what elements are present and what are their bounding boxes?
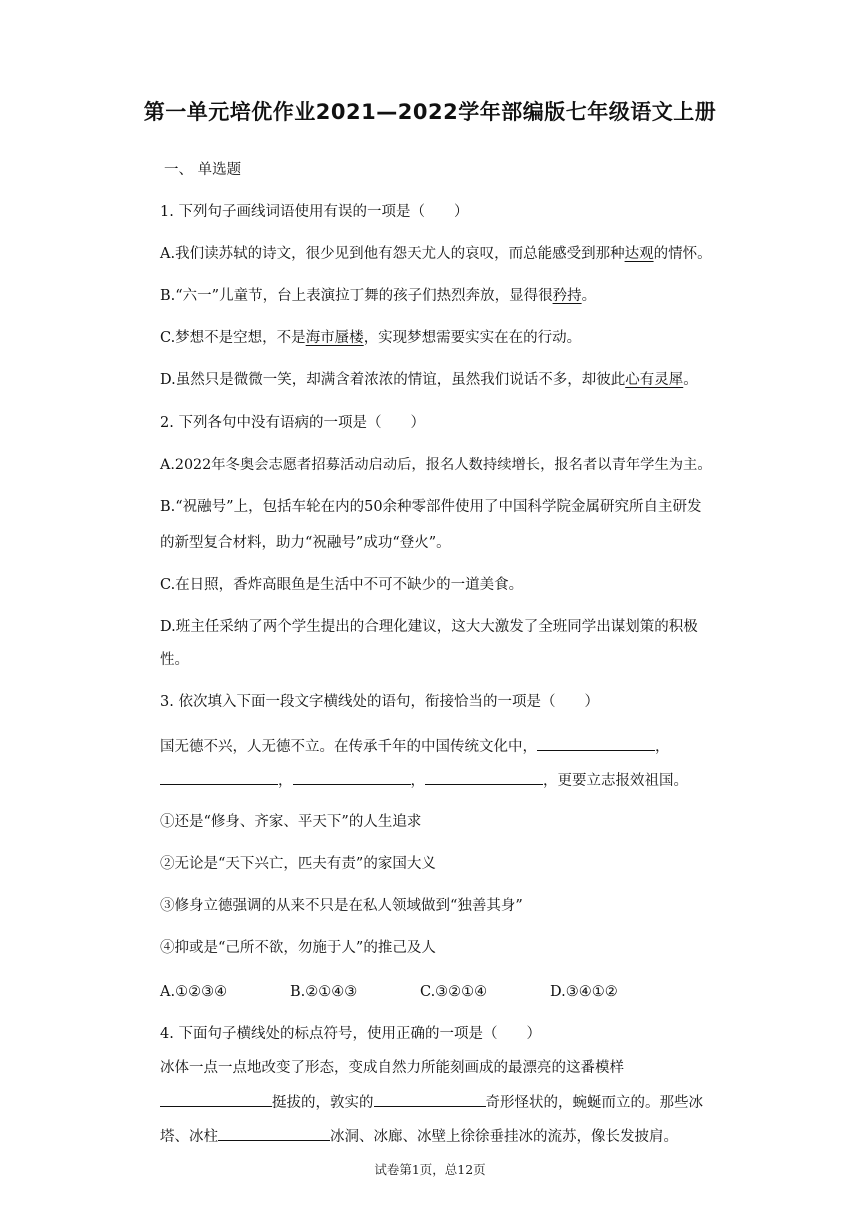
punctuation: ， (410, 773, 425, 789)
question-2-stem: 2. 下列各句中没有语病的一项是（ ） (160, 415, 425, 431)
question-3-item-4: ④抑或是“己所不欲，勿施于人”的推己及人 (160, 940, 436, 956)
passage-text: 冰洞、冰廊、冰壁上徐徐垂挂冰的流苏，像长发披肩。 (330, 1129, 678, 1145)
option-text: ，实现梦想需要实实在在的行动。 (363, 330, 582, 346)
question-3-item-3: ③修身立德强调的从来不只是在私人领域做到“独善其身” (160, 898, 523, 914)
passage-text: 奇形怪状的，蜿蜒而立的。那些冰 (485, 1095, 703, 1111)
question-3-stem: 3. 依次填入下面一段文字横线处的语句，衔接恰当的一项是（ ） (160, 694, 599, 710)
question-4-passage-line3 (160, 1126, 760, 1147)
question-1-stem: 1. 下列句子画线词语使用有误的一项是（ ） (160, 204, 469, 220)
passage-text: 挺拔的，敦实的 (272, 1095, 374, 1111)
answer-blank (425, 770, 543, 785)
answer-blank (160, 1092, 272, 1107)
question-1-option-a (160, 244, 760, 264)
answer-blank (293, 770, 411, 785)
question-3-option-a: A.①②③④ (160, 984, 228, 1000)
question-3-option-c: C.③②①④ (420, 984, 488, 1000)
punctuation: ， (655, 739, 670, 755)
answer-blank (160, 770, 278, 785)
question-2-option-a: A.2022年冬奥会志愿者招募活动启动后，报名人数持续增长，报名者以青年学生为主。 (160, 457, 712, 473)
passage-text: ，更要立志报效祖国。 (543, 773, 688, 789)
underlined-word: 达观 (624, 246, 654, 262)
question-2-option-b-line1: B.“祝融号”上，包括车轮在内的50余种零部件使用了中国科学院金属研究所自主研发 (160, 499, 702, 515)
page-footer: 试卷第1页，总12页 (374, 1162, 486, 1177)
question-1-option-b (160, 286, 760, 306)
question-4-stem: 4. 下面句子横线处的标点符号，使用正确的一项是（ ） (160, 1026, 541, 1042)
question-3-passage-line2 (160, 770, 760, 791)
question-2-option-d-line2: 性。 (160, 652, 189, 668)
document-title: 第一单元培优作业2021—2022学年部编版七年级语文上册 (143, 100, 717, 124)
option-text: C.梦想不是空想，不是 (160, 330, 306, 346)
question-3-option-d: D.③④①② (550, 984, 618, 1000)
underlined-word: 矜持 (552, 288, 582, 304)
answer-blank (537, 736, 655, 751)
question-4-passage-line1: 冰体一点一点地改变了形态，变成自然力所能刻画成的最漂亮的这番模样 (160, 1060, 624, 1076)
question-2-option-c: C.在日照，香炸高眼鱼是生活中不可不缺少的一道美食。 (160, 577, 524, 593)
punctuation: ， (278, 773, 293, 789)
question-2-option-b-line2: 的新型复合材料，助力“祝融号”成功“登火”。 (160, 535, 451, 551)
question-3-passage-line1 (160, 736, 760, 757)
passage-text: 塔、冰柱 (160, 1129, 218, 1145)
passage-text: 国无德不兴，人无德不立。在传承千年的中国传统文化中， (160, 739, 537, 755)
question-3-item-2: ②无论是“天下兴亡，匹夫有责”的家国大义 (160, 856, 436, 872)
underlined-word: 心有灵犀 (625, 372, 684, 388)
question-1-option-d (160, 370, 760, 390)
question-3-item-1: ①还是“修身、齐家、平天下”的人生追求 (160, 814, 422, 830)
option-text: 。 (581, 288, 597, 304)
question-4-passage-line2 (160, 1092, 760, 1113)
answer-blank (218, 1126, 330, 1141)
option-text: 的情怀。 (653, 246, 712, 262)
section-heading: 一、 单选题 (164, 162, 242, 178)
underlined-word: 海市蜃楼 (305, 330, 364, 346)
answer-blank (374, 1092, 486, 1107)
option-text: B.“六一”儿童节，台上表演拉丁舞的孩子们热烈奔放，显得很 (160, 288, 553, 304)
option-text: A.我们读苏轼的诗文，很少见到他有怨天尤人的哀叹，而总能感受到那种 (160, 246, 625, 262)
question-3-option-b: B.②①④③ (290, 984, 358, 1000)
option-text: D.虽然只是微微一笑，却满含着浓浓的情谊，虽然我们说话不多，却彼此 (160, 372, 626, 388)
option-text: 。 (683, 372, 698, 388)
question-1-option-c (160, 328, 760, 348)
question-2-option-d-line1: D.班主任采纳了两个学生提出的合理化建议，这大大激发了全班同学出谋划策的积极 (160, 619, 698, 635)
question-3-options (160, 982, 760, 1002)
